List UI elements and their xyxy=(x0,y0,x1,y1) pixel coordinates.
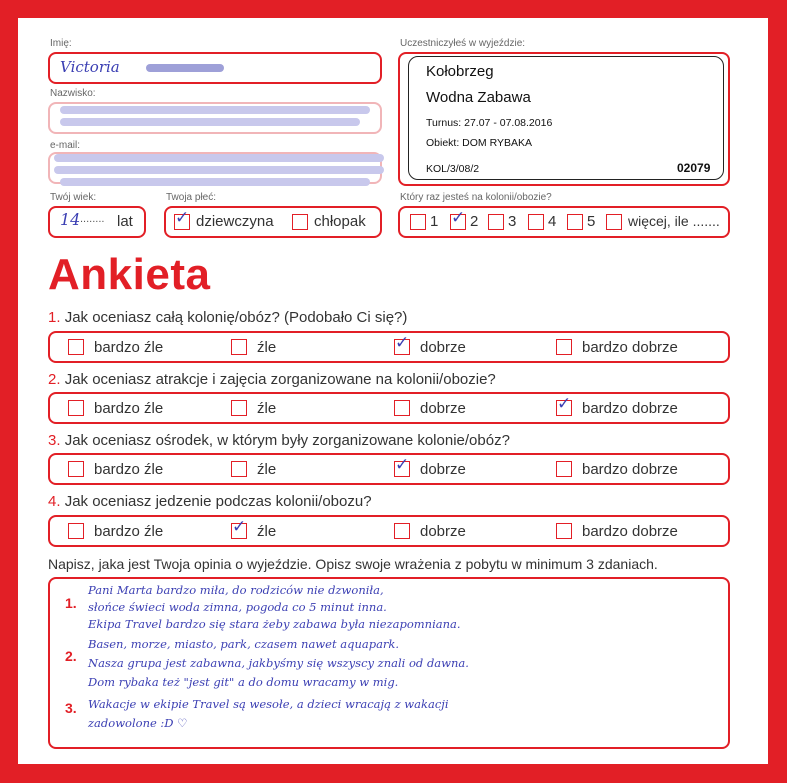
opinion-line-2: słońce świeci woda zimna, pogoda co 5 minut inna. xyxy=(88,600,387,614)
redacted-surname-2 xyxy=(60,118,360,126)
q1-very-bad-checkbox[interactable] xyxy=(68,339,84,355)
checkmark-icon: ✓ xyxy=(175,208,190,228)
q2-very-bad-label: bardzo źle xyxy=(94,400,164,417)
q1-bad-checkbox[interactable] xyxy=(231,339,247,355)
q1-good-checkbox[interactable] xyxy=(394,333,410,355)
trip-obiekt: Obiekt: DOM RYBAKA xyxy=(426,137,533,149)
q4-very-good-checkbox[interactable] xyxy=(556,523,572,539)
q4-very-bad-checkbox[interactable] xyxy=(68,523,84,539)
question-3-text: Jak oceniasz ośrodek, w którym były zorganizowane kolonie/obóz? xyxy=(64,432,510,449)
question-4-number: 4. xyxy=(48,493,61,510)
visit-5-label: 5 xyxy=(587,213,596,230)
question-1-number: 1. xyxy=(48,309,61,326)
age-unit: lat xyxy=(117,213,133,230)
visit-more-label: więcej, ile ....... xyxy=(628,213,720,229)
opinion-line-4: Basen, morze, miasto, park, czasem nawet aquapark. xyxy=(88,637,400,651)
redacted-email-3 xyxy=(60,178,370,186)
age-value: 14 xyxy=(60,210,81,229)
q2-very-good-checkbox[interactable] xyxy=(556,394,572,416)
question-3-number: 3. xyxy=(48,432,61,449)
surname-label: Nazwisko: xyxy=(50,88,96,99)
survey-title: Ankieta xyxy=(48,250,211,299)
question-2 xyxy=(48,371,496,388)
question-1 xyxy=(48,309,407,326)
checkmark-icon: ✓ xyxy=(557,394,572,414)
q4-good-checkbox[interactable] xyxy=(394,523,410,539)
redacted-email xyxy=(54,154,384,162)
opinion-number-3: 3. xyxy=(65,700,77,716)
visit-2-checkbox[interactable] xyxy=(450,208,466,230)
gender-female-checkbox[interactable] xyxy=(174,208,190,230)
trip-city: Kołobrzeg xyxy=(426,63,494,80)
visit-more-checkbox[interactable] xyxy=(606,214,622,230)
redacted-surname-in-name xyxy=(146,64,224,72)
question-4-text: Jak oceniasz jedzenie podczas kolonii/obozu? xyxy=(64,493,372,510)
q2-very-good-label: bardzo dobrze xyxy=(582,400,678,417)
visit-count-label: Który raz jesteś na kolonii/obozie? xyxy=(400,192,552,203)
gender-female-label: dziewczyna xyxy=(196,213,274,230)
q1-very-bad-label: bardzo źle xyxy=(94,339,164,356)
name-label: Imię: xyxy=(50,38,72,49)
q1-very-good-checkbox[interactable] xyxy=(556,339,572,355)
q4-very-good-label: bardzo dobrze xyxy=(582,523,678,540)
gender-male-label: chłopak xyxy=(314,213,366,230)
redacted-surname xyxy=(60,106,370,114)
visit-3-label: 3 xyxy=(508,213,517,230)
opinion-line-5: Nasza grupa jest zabawna, jakbyśmy się wszyscy znali od dawna. xyxy=(88,656,469,670)
question-2-text: Jak oceniasz atrakcje i zajęcia zorganizowane na kolonii/obozie? xyxy=(64,371,496,388)
opinion-number-1: 1. xyxy=(65,595,77,611)
trip-label: Uczestniczyłeś w wyjeździe: xyxy=(400,38,526,49)
question-4 xyxy=(48,493,372,510)
visit-3-checkbox[interactable] xyxy=(488,214,504,230)
q3-bad-checkbox[interactable] xyxy=(231,461,247,477)
question-1-text: Jak oceniasz całą kolonię/obóz? (Podobało Ci się?) xyxy=(64,309,408,326)
checkmark-icon: ✓ xyxy=(395,333,410,353)
visit-5-checkbox[interactable] xyxy=(567,214,583,230)
opinion-line-1: Pani Marta bardzo miła, do rodziców nie dzwoniła, xyxy=(88,583,384,597)
trip-name: Wodna Zabawa xyxy=(426,89,531,106)
checkmark-icon: ✓ xyxy=(451,208,466,228)
q3-very-good-checkbox[interactable] xyxy=(556,461,572,477)
age-dots: ........ xyxy=(80,213,105,225)
q3-very-bad-label: bardzo źle xyxy=(94,461,164,478)
visit-4-checkbox[interactable] xyxy=(528,214,544,230)
q3-good-label: dobrze xyxy=(420,461,466,478)
trip-code: KOL/3/08/2 xyxy=(426,163,480,175)
visit-2-label: 2 xyxy=(470,213,479,230)
q3-very-good-label: bardzo dobrze xyxy=(582,461,678,478)
q1-bad-label: źle xyxy=(257,339,277,356)
question-2-number: 2. xyxy=(48,371,61,388)
q2-bad-label: źle xyxy=(257,400,277,417)
opinion-line-8: zadowolone :D ♡ xyxy=(88,716,188,730)
question-3 xyxy=(48,432,510,449)
visit-4-label: 4 xyxy=(548,213,557,230)
q4-bad-checkbox[interactable] xyxy=(231,517,247,539)
trip-turnus: Turnus: 27.07 - 07.08.2016 xyxy=(426,117,553,129)
opinion-number-2: 2. xyxy=(65,648,77,664)
q1-very-good-label: bardzo dobrze xyxy=(582,339,678,356)
opinion-prompt: Napisz, jaka jest Twoja opinia o wyjeździe. Opisz swoje wrażenia z pobytu w minimum 3 zdaniach. xyxy=(48,556,658,572)
redacted-email-2 xyxy=(54,166,384,174)
q3-very-bad-checkbox[interactable] xyxy=(68,461,84,477)
name-value: Victoria xyxy=(60,58,120,76)
opinion-line-6: Dom rybaka też "jest git" a do domu wracamy w mig. xyxy=(88,675,399,689)
q2-good-label: dobrze xyxy=(420,400,466,417)
q4-very-bad-label: bardzo źle xyxy=(94,523,164,540)
q3-bad-label: źle xyxy=(257,461,277,478)
email-label: e-mail: xyxy=(50,140,81,151)
q1-good-label: dobrze xyxy=(420,339,466,356)
q4-bad-label: źle xyxy=(257,523,277,540)
visit-1-label: 1 xyxy=(430,213,439,230)
q4-good-label: dobrze xyxy=(420,523,466,540)
checkmark-icon: ✓ xyxy=(395,455,410,475)
gender-male-checkbox[interactable] xyxy=(292,214,308,230)
trip-number: 02079 xyxy=(677,161,711,175)
q3-good-checkbox[interactable] xyxy=(394,455,410,477)
checkmark-icon: ✓ xyxy=(232,517,247,537)
q2-bad-checkbox[interactable] xyxy=(231,400,247,416)
q2-good-checkbox[interactable] xyxy=(394,400,410,416)
age-label: Twój wiek: xyxy=(50,192,97,203)
visit-1-checkbox[interactable] xyxy=(410,214,426,230)
opinion-line-7: Wakacje w ekipie Travel są wesołe, a dzieci wracają z wakacji xyxy=(88,697,449,711)
gender-label: Twoja płeć: xyxy=(166,192,217,203)
opinion-line-3: Ekipa Travel bardzo się stara żeby zabawa była niezapomniana. xyxy=(88,617,461,631)
q2-very-bad-checkbox[interactable] xyxy=(68,400,84,416)
